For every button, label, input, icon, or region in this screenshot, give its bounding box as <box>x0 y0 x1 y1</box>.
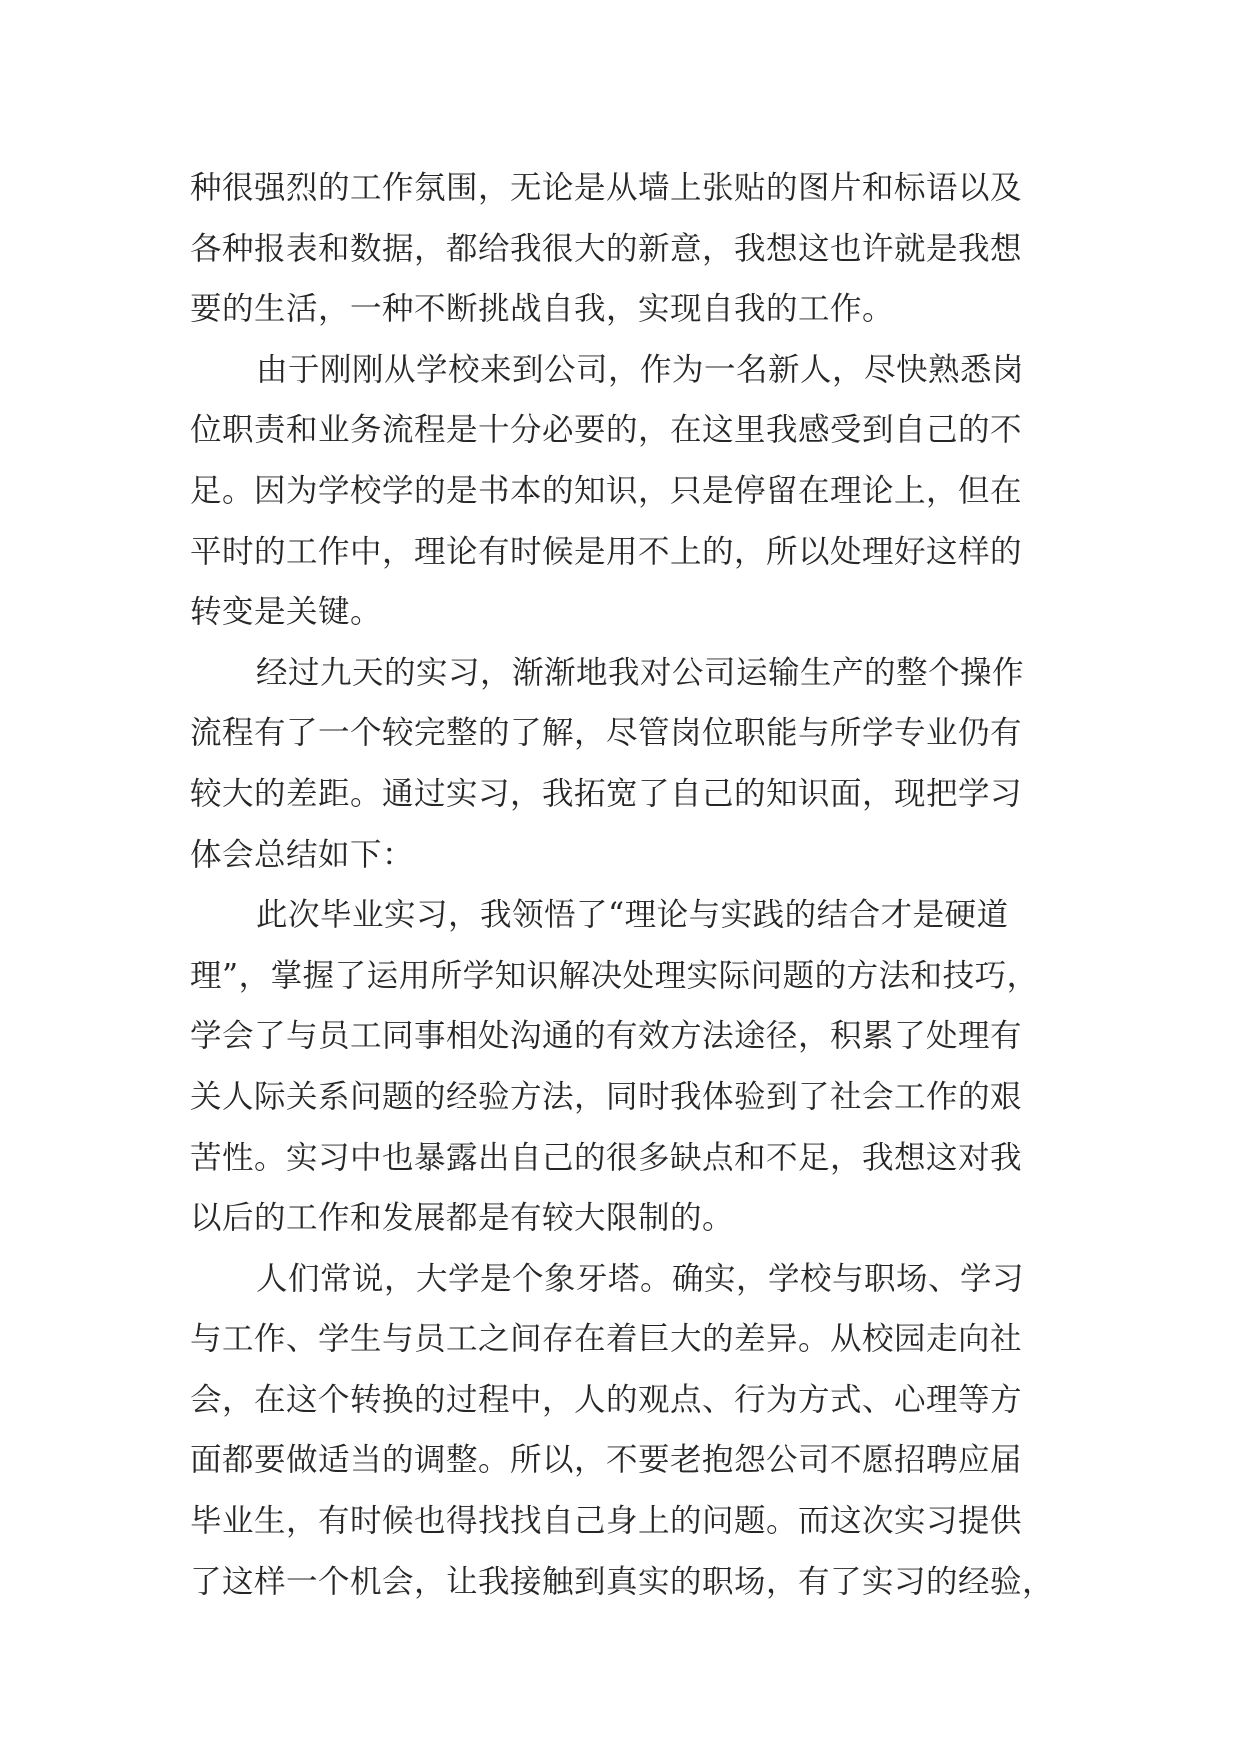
text-line: 毕业生，有时候也得找找自己身上的问题。而这次实习提供 <box>190 1503 1023 1540</box>
text-line: 各种报表和数据，都给我很大的新意，我想这也许就是我想 <box>190 230 1023 267</box>
text-line: 由于刚刚从学校来到公司，作为一名新人，尽快熟悉岗 <box>256 351 1025 388</box>
paragraph-1 <box>190 158 1060 340</box>
text-line: 理”，掌握了运用所学知识解决处理实际问题的方法和技巧， <box>190 957 1039 994</box>
text-line: 体会总结如下： <box>190 836 415 873</box>
document-body <box>190 158 1060 1612</box>
text-line: 种很强烈的工作氛围，无论是从墙上张贴的图片和标语以及 <box>190 170 1023 206</box>
text-line: 此次毕业实习，我领悟了“理论与实践的结合才是硬道 <box>256 897 1009 934</box>
text-line: 位职责和业务流程是十分必要的，在这里我感受到自己的不 <box>190 412 1023 449</box>
text-line: 关人际关系问题的经验方法，同时我体验到了社会工作的艰 <box>190 1078 1023 1115</box>
paragraph-3 <box>190 643 1060 885</box>
paragraph-5 <box>190 1249 1060 1613</box>
text-line: 流程有了一个较完整的了解，尽管岗位职能与所学专业仍有 <box>190 715 1023 752</box>
text-line: 较大的差距。通过实习，我拓宽了自己的知识面，现把学习 <box>190 775 1023 812</box>
text-line: 面都要做适当的调整。所以，不要老抱怨公司不愿招聘应届 <box>190 1442 1023 1479</box>
text-line: 学会了与员工同事相处沟通的有效方法途径，积累了处理有 <box>190 1018 1023 1055</box>
text-line: 会，在这个转换的过程中，人的观点、行为方式、心理等方 <box>190 1381 1023 1418</box>
paragraph-4 <box>190 885 1060 1249</box>
text-line: 了这样一个机会，让我接触到真实的职场，有了实习的经验， <box>190 1563 1055 1600</box>
paragraph-2 <box>190 340 1060 643</box>
text-line: 转变是关键。 <box>190 594 383 631</box>
text-line: 经过九天的实习，渐渐地我对公司运输生产的整个操作 <box>256 654 1025 691</box>
text-line: 足。因为学校学的是书本的知识，只是停留在理论上，但在 <box>190 472 1023 509</box>
text-line: 与工作、学生与员工之间存在着巨大的差异。从校园走向社 <box>190 1321 1023 1358</box>
text-line: 苦性。实习中也暴露出自己的很多缺点和不足，我想这对我 <box>190 1139 1023 1176</box>
text-line: 平时的工作中，理论有时候是用不上的，所以处理好这样的 <box>190 533 1023 570</box>
text-line: 人们常说，大学是个象牙塔。确实，学校与职场、学习 <box>256 1260 1025 1297</box>
text-line: 要的生活，一种不断挑战自我，实现自我的工作。 <box>190 291 895 328</box>
text-line: 以后的工作和发展都是有较大限制的。 <box>190 1200 735 1237</box>
